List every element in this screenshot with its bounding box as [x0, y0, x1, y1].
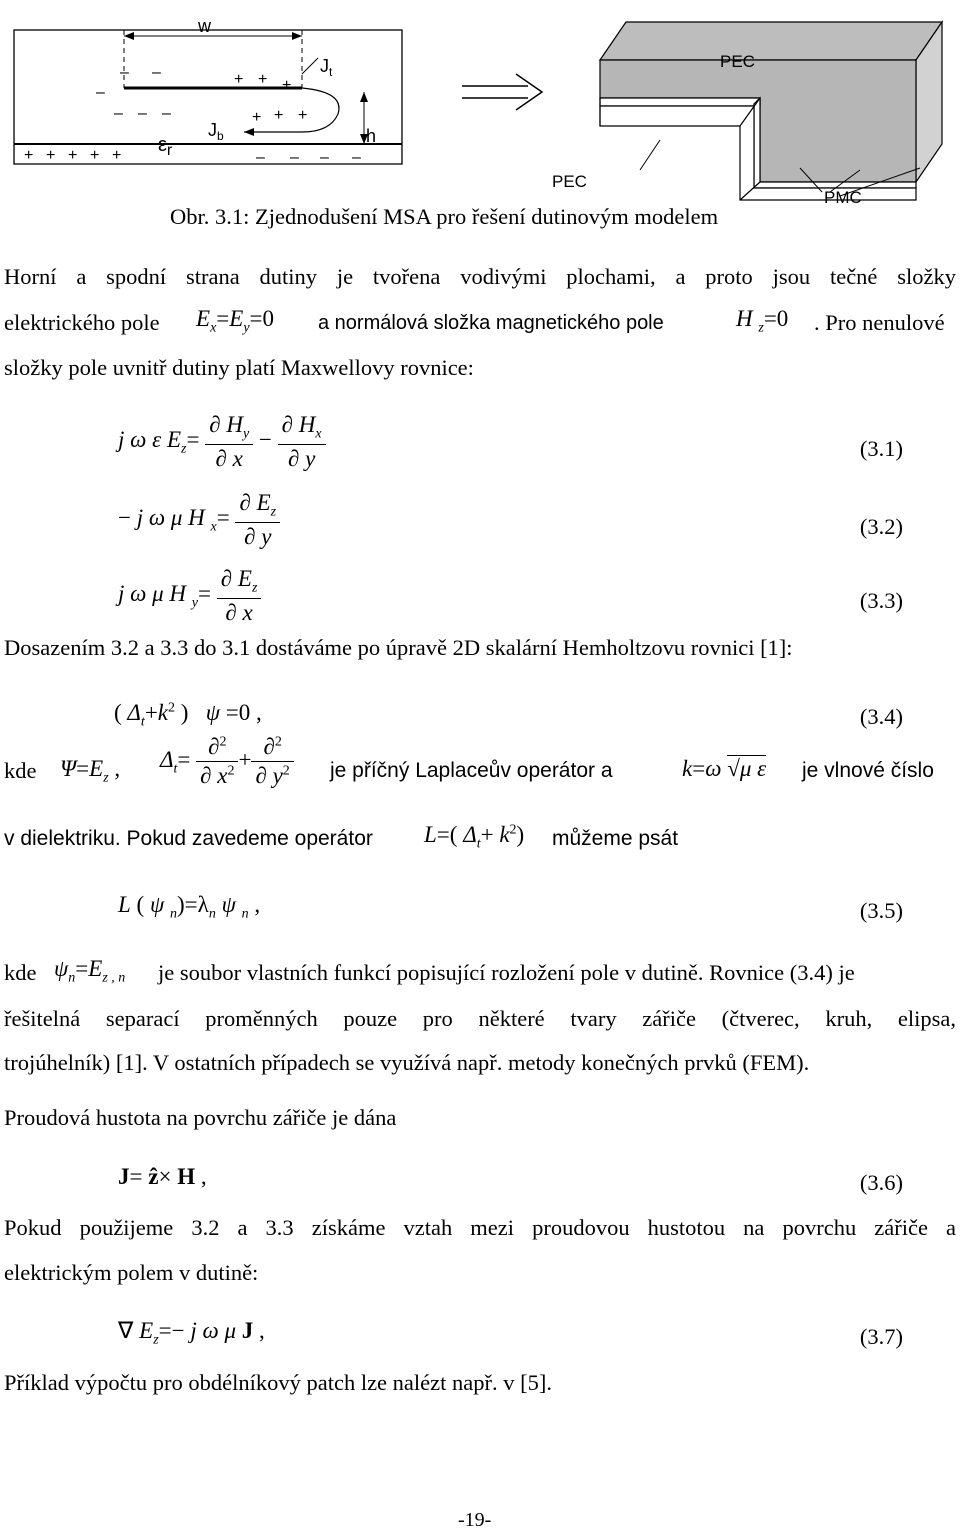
math-ex-ey-zero: $E_x=E_y=0$ — [196, 306, 275, 336]
equation-3-2: − j ω μ H $_x$= $\frac{\partial E_z}{\partial y}$ — [118, 490, 280, 550]
svg-text:–: – — [138, 105, 147, 122]
equation-3-1: j ω ε $E_z=$ $\frac{\partial H_y}{\partial x}$ − $\frac{\partial H_x}{\partial y}$ — [118, 412, 326, 472]
para4-line3: trojúhelník) [1]. V ostatních případech se využívá např. metody konečných prvků (FEM). — [4, 1050, 810, 1075]
svg-text:–: – — [352, 149, 361, 166]
equation-3-6: J= ẑ× H , — [118, 1164, 207, 1189]
para1-line2b: a normálová složka magnetického pole — [318, 312, 664, 334]
para4-kde: kde — [4, 960, 37, 985]
svg-text:+: + — [252, 109, 262, 126]
equation-3-7: ∇ $E_z=- j$ ω μ J , — [118, 1318, 265, 1348]
para4-line2: řešitelná separací proměnných pouze pro některé tvary zářiče (čtverec, kruh, elipsa, — [4, 1006, 956, 1031]
label-epsilon-r — [158, 134, 172, 160]
para4-line1: je soubor vlastních funkcí popisující rozložení pole v dutině. Rovnice (3.4) je — [158, 960, 855, 985]
label-jt-sub: t — [329, 65, 333, 79]
cavity-3d — [600, 22, 942, 200]
equation-3-5: L ( ψ $_n)=\lambda_n$ ψ $_n$ , — [118, 892, 261, 922]
label-jb — [208, 120, 224, 143]
svg-text:–: – — [290, 149, 299, 166]
para1-line3: složky pole uvnitř dutiny platí Maxwellovy rovnice: — [4, 355, 474, 380]
label-pec-top: PEC — [720, 52, 755, 71]
svg-text:–: – — [162, 105, 171, 122]
math-k-def: k=ω √μ ε — [682, 756, 767, 781]
eq-number-3-3: (3.3) — [859, 588, 903, 613]
equation-3-4: ( $\Delta_t+k^2$ ) ψ =0 , — [114, 700, 262, 730]
math-operator-l: L=( $\Delta_t+ k^2$) — [424, 822, 525, 852]
para6-line2: elektrickým polem v dutině: — [4, 1260, 259, 1285]
label-jb-sub: b — [217, 129, 224, 143]
math-psi-n: $\psi_n=E_{z , n}$ — [54, 956, 126, 986]
para2: Dosazením 3.2 a 3.3 do 3.1 dostáváme po úpravě 2D skalární Hemholtzovu rovnici [1]: — [4, 635, 793, 660]
svg-text:+: + — [298, 107, 308, 124]
eq-number-3-7: (3.7) — [859, 1324, 903, 1349]
eq-number-3-5: (3.5) — [859, 898, 903, 923]
eq-number-3-2: (3.2) — [859, 514, 903, 539]
para1-line1: Horní a spodní strana dutiny je tvořena vodivými plochami, a proto jsou tečné složky — [4, 264, 956, 289]
para1-line2a: elektrického pole — [4, 310, 160, 335]
equation-3-3: j ω μ H $_y$= $\frac{\partial E_z}{\partial x}$ — [118, 566, 261, 626]
label-pec-bottom: PEC — [552, 172, 587, 191]
svg-text:–: – — [320, 149, 329, 166]
label-jt-main: J — [320, 56, 329, 76]
label-w: w — [198, 16, 211, 36]
para3-mid: je příčný Laplaceův operátor a — [330, 759, 613, 782]
para3-line2b: můžeme psát — [552, 827, 679, 850]
svg-text:–: – — [152, 64, 161, 81]
label-jt — [320, 56, 332, 79]
para5: Proudová hustota na povrchu zářiče je dána — [4, 1105, 397, 1130]
eq-number-3-4: (3.4) — [859, 704, 903, 729]
para3-end: je vlnové číslo — [802, 759, 934, 782]
label-jb-main: J — [208, 120, 217, 140]
svg-text:+: + — [68, 147, 78, 164]
label-epsilon-sub: r — [166, 142, 173, 159]
math-laplacian: $\Delta_t=$ $\frac{\partial^2}{\partial x^2}$ + $\frac{\partial^2}{\partial y^2}$ — [160, 734, 294, 789]
svg-text:+: + — [90, 147, 100, 164]
para6-line1: Pokud použijeme 3.2 a 3.3 získáme vztah mezi proudovou hustotou na povrchu zářiče a — [4, 1215, 956, 1240]
svg-text:+: + — [24, 147, 34, 164]
para3-line2a: v dielektriku. Pokud zavedeme operátor — [4, 827, 373, 850]
page-number: -19- — [458, 1509, 492, 1531]
para3-kde: kde — [4, 758, 37, 783]
svg-text:+: + — [46, 147, 56, 164]
svg-text:+: + — [274, 107, 284, 124]
svg-text:+: + — [234, 71, 244, 88]
label-pmc: PMC — [824, 188, 862, 207]
math-psi-ez: $\Psi=E_z$ , — [60, 756, 121, 786]
svg-text:+: + — [258, 71, 268, 88]
svg-text:–: – — [256, 149, 265, 166]
svg-text:+: + — [282, 77, 292, 94]
label-epsilon: ε — [158, 134, 167, 156]
para1-line2c: . Pro nenulové — [814, 310, 945, 335]
label-h: h — [366, 126, 377, 146]
eq-number-3-6: (3.6) — [859, 1170, 903, 1195]
eq-number-3-1: (3.1) — [859, 436, 903, 461]
svg-text:–: – — [96, 84, 105, 101]
para7: Příklad výpočtu pro obdélníkový patch lze nalézt např. v [5]. — [4, 1370, 552, 1395]
figure-caption: Obr. 3.1: Zjednodušení MSA pro řešení dutinovým modelem — [170, 204, 719, 229]
svg-text:–: – — [120, 64, 129, 81]
svg-text:+: + — [112, 147, 122, 164]
svg-text:–: – — [114, 105, 123, 122]
math-hz-zero: H $_z$=0 — [736, 306, 789, 336]
